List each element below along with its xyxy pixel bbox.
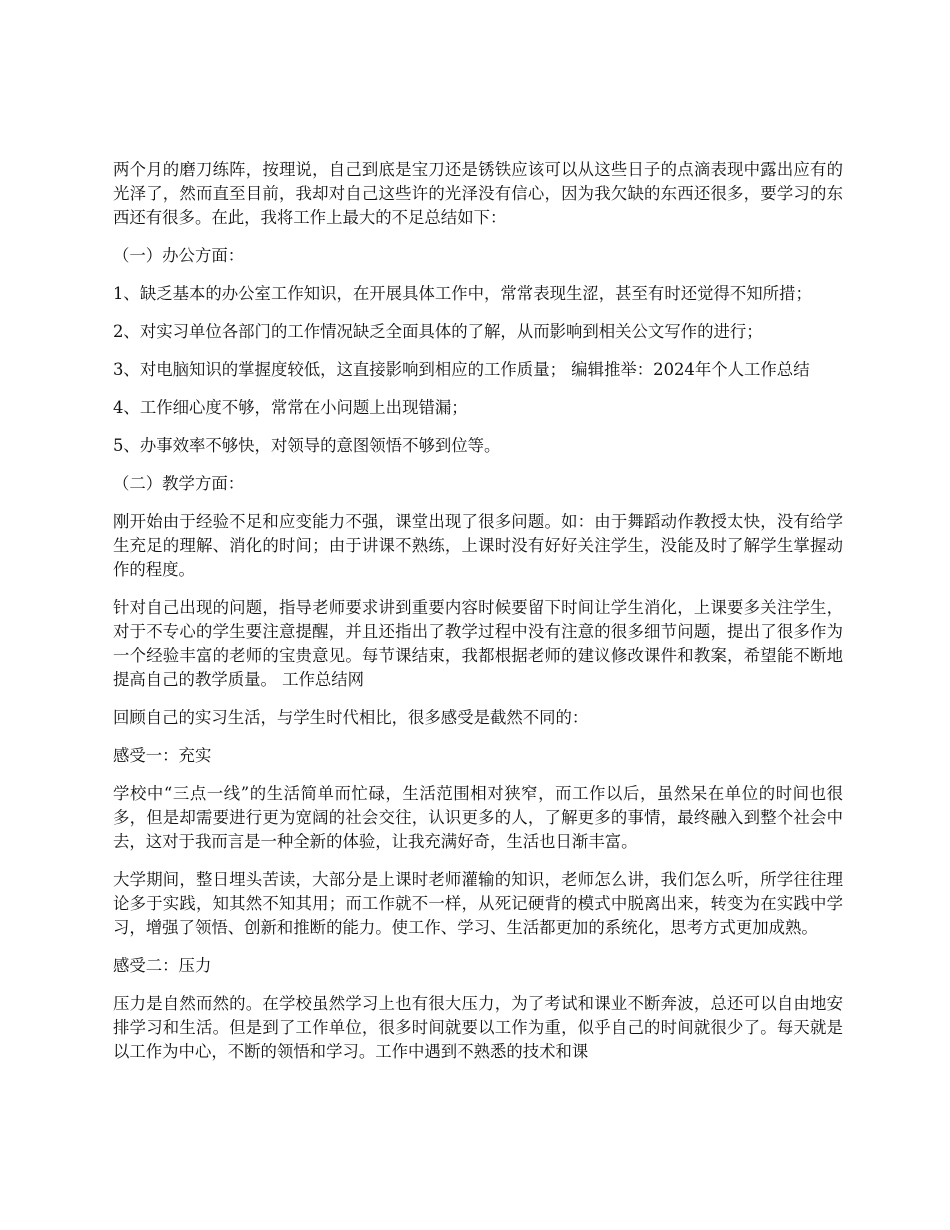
section-heading-teaching: （二）教学方面： [113,474,245,493]
section-heading-office: （一）办公方面： [113,246,245,265]
list-item-5: 5、办事效率不够快，对领导的意图领悟不够到位等。 [113,436,501,455]
list-item-4: 4、工作细心度不够，常常在小问题上出现错漏； [113,398,468,417]
heading-feeling-one: 感受一：充实 [113,746,212,765]
paragraph-feeling-one-a: 学校中“三点一线”的生活简单而忙碌，生活范围相对狭窄，而工作以后，虽然呆在单位的时间也很多，但是却需要进行更为宽阔的社会交往，认识更多的人，了解更多的事情，最终融入到整个社会中去，这对于我而言是一种全新的体验，让我充满好奇，生活也日渐丰富。 [113,784,843,851]
list-item-2: 2、对实习单位各部门的工作情况缺乏全面具体的了解，从而影响到相关公文写作的进行； [113,322,763,341]
document-page [113,158,843,1078]
paragraph-teaching-problems: 刚开始由于经验不足和应变能力不强，课堂出现了很多问题。如：由于舞蹈动作教授太快，没有给学生充足的理解、消化的时间；由于讲课不熟练，上课时没有好好关注学生，没能及时了解学生掌握动作的程度。 [113,512,843,579]
paragraph-feeling-two: 压力是自然而然的。在学校虽然学习上也有很大压力，为了考试和课业不断奔波，总还可以自由地安排学习和生活。但是到了工作单位，很多时间就要以工作为重，似乎自己的时间就很少了。每天就是以工作为中心，不断的领悟和学习。工作中遇到不熟悉的技术和课 [113,994,843,1061]
paragraph-review: 回顾自己的实习生活，与学生时代相比，很多感受是截然不同的： [113,708,589,727]
list-item-1: 1、缺乏基本的办公室工作知识，在开展具体工作中，常常表现生涩，甚至有时还觉得不知所措； [113,284,812,303]
heading-feeling-two: 感受二：压力 [113,956,212,975]
paragraph-intro: 两个月的磨刀练阵，按理说，自己到底是宝刀还是锈铁应该可以从这些日子的点滴表现中露出应有的光泽了，然而直至目前，我却对自己这些许的光泽没有信心，因为我欠缺的东西还很多，要学习的东西还有很多。在此，我将工作上最大的不足总结如下： [113,160,843,227]
paragraph-feeling-one-b: 大学期间，整日埋头苦读，大部分是上课时老师灌输的知识，老师怎么讲，我们怎么听，所学往往理论多于实践，知其然不知其用；而工作就不一样，从死记硬背的模式中脱离出来，转变为在实践中学习，增强了领悟、创新和推断的能力。使工作、学习、生活都更加的系统化，思考方式更加成熟。 [113,870,843,937]
list-item-3: 3、对电脑知识的掌握度较低，这直接影响到相应的工作质量； 编辑推举：2024年个人工作总结 [113,360,810,379]
paragraph-teacher-advice: 针对自己出现的问题，指导老师要求讲到重要内容时候要留下时间让学生消化，上课要多关注学生，对于不专心的学生要注意提醒，并且还指出了教学过程中没有注意的很多细节问题，提出了很多作为一个经验丰富的老师的宝贵意见。每节课结束，我都根据老师的建议修改课件和教案，希望能不断地提高自己的教学质量。 工作总结网 [113,598,843,689]
